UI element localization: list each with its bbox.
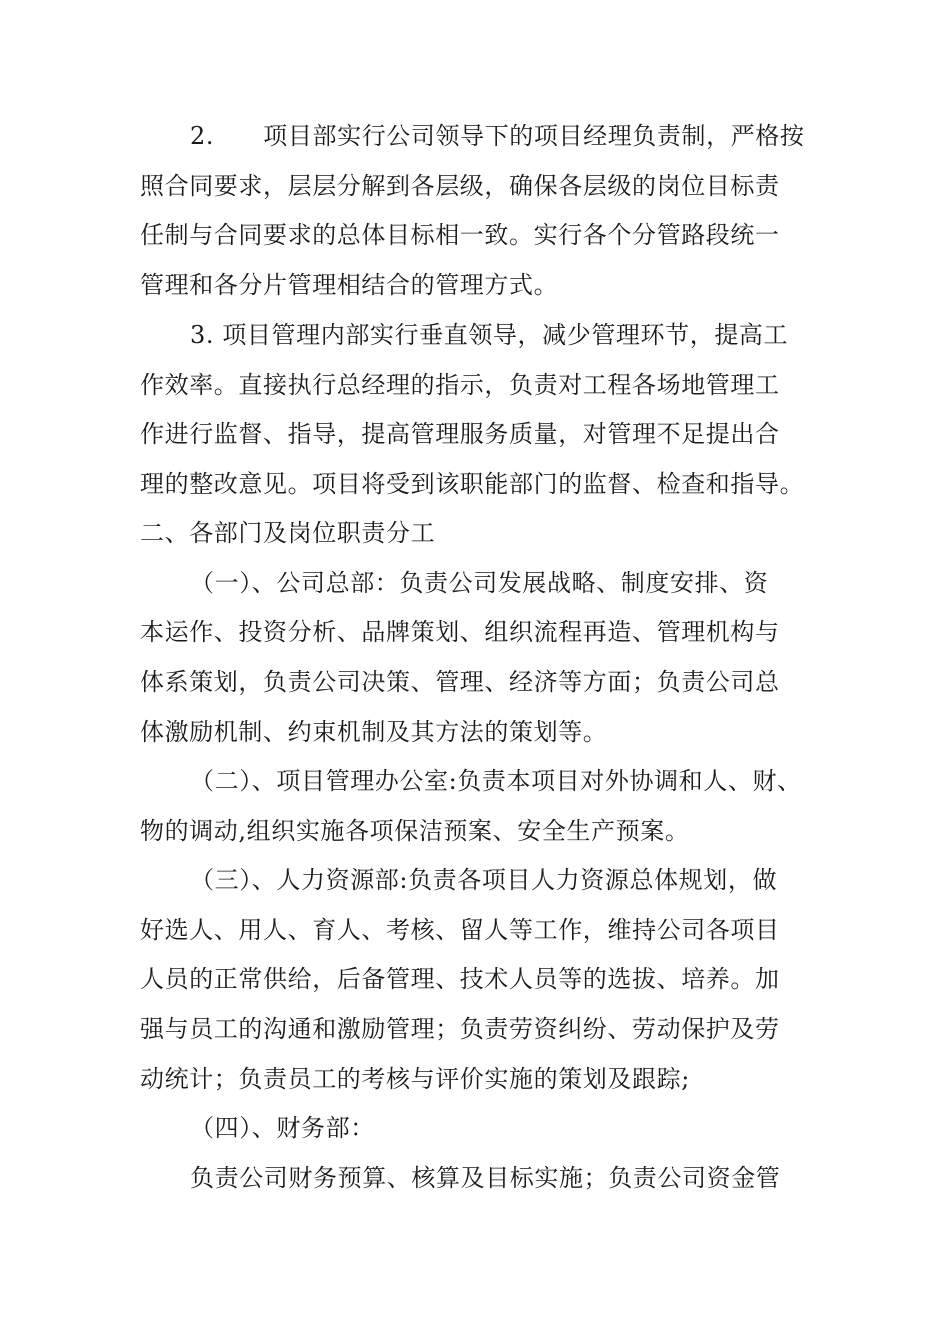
text-line: 体系策划，负责公司决策、管理、经济等方面；负责公司总 — [140, 668, 780, 696]
text-line: 3. 项目管理内部实行垂直领导，减少管理环节，提高工 — [190, 321, 789, 349]
text-line: 物的调动,组织实施各项保洁预案、安全生产预案。 — [140, 817, 690, 845]
text-line: （二）、项目管理办公室:负责本项目对外协调和人、财、 — [190, 767, 802, 795]
text-line: 管理和各分片管理相结合的管理方式。 — [140, 271, 559, 299]
text-line: 作进行监督、指导，提高管理服务质量，对管理不足提出合 — [140, 420, 780, 448]
text-line: （一）、公司总部：负责公司发展战略、制度安排、资 — [190, 569, 769, 597]
text-line: 照合同要求，层层分解到各层级，确保各层级的岗位目标责 — [140, 172, 780, 200]
text-line: 动统计；负责员工的考核与评价实施的策划及跟踪; — [140, 1065, 690, 1093]
text-line: 理的整改意见。项目将受到该职能部门的监督、检查和指导。 — [140, 470, 805, 498]
text-line: 好选人、用人、育人、考核、留人等工作，维持公司各项目 — [140, 916, 780, 944]
text-line: 强与员工的沟通和激励管理；负责劳资纠纷、劳动保护及劳 — [140, 1015, 780, 1043]
section-heading: 二、各部门及岗位职责分工 — [140, 519, 436, 547]
text-line: 负责公司财务预算、核算及目标实施；负责公司资金管 — [190, 1164, 781, 1192]
text-line: 人员的正常供给，后备管理、技术人员等的选拔、培养。加 — [140, 965, 780, 993]
text-line: 本运作、投资分析、品牌策划、组织流程再造、管理机构与 — [140, 618, 780, 646]
text-line: 2. 项目部实行公司领导下的项目经理负责制，严格按 — [190, 122, 805, 150]
text-line: 体激励机制、约束机制及其方法的策划等。 — [140, 718, 608, 746]
text-line: （四）、财务部： — [190, 1114, 375, 1142]
text-line: 作效率。直接执行总经理的指示，负责对工程各场地管理工 — [140, 371, 780, 399]
text-line: 任制与合同要求的总体目标相一致。实行各个分管路段统一 — [140, 221, 780, 249]
text-line: （三）、人力资源部:负责各项目人力资源总体规划，做 — [190, 866, 778, 894]
